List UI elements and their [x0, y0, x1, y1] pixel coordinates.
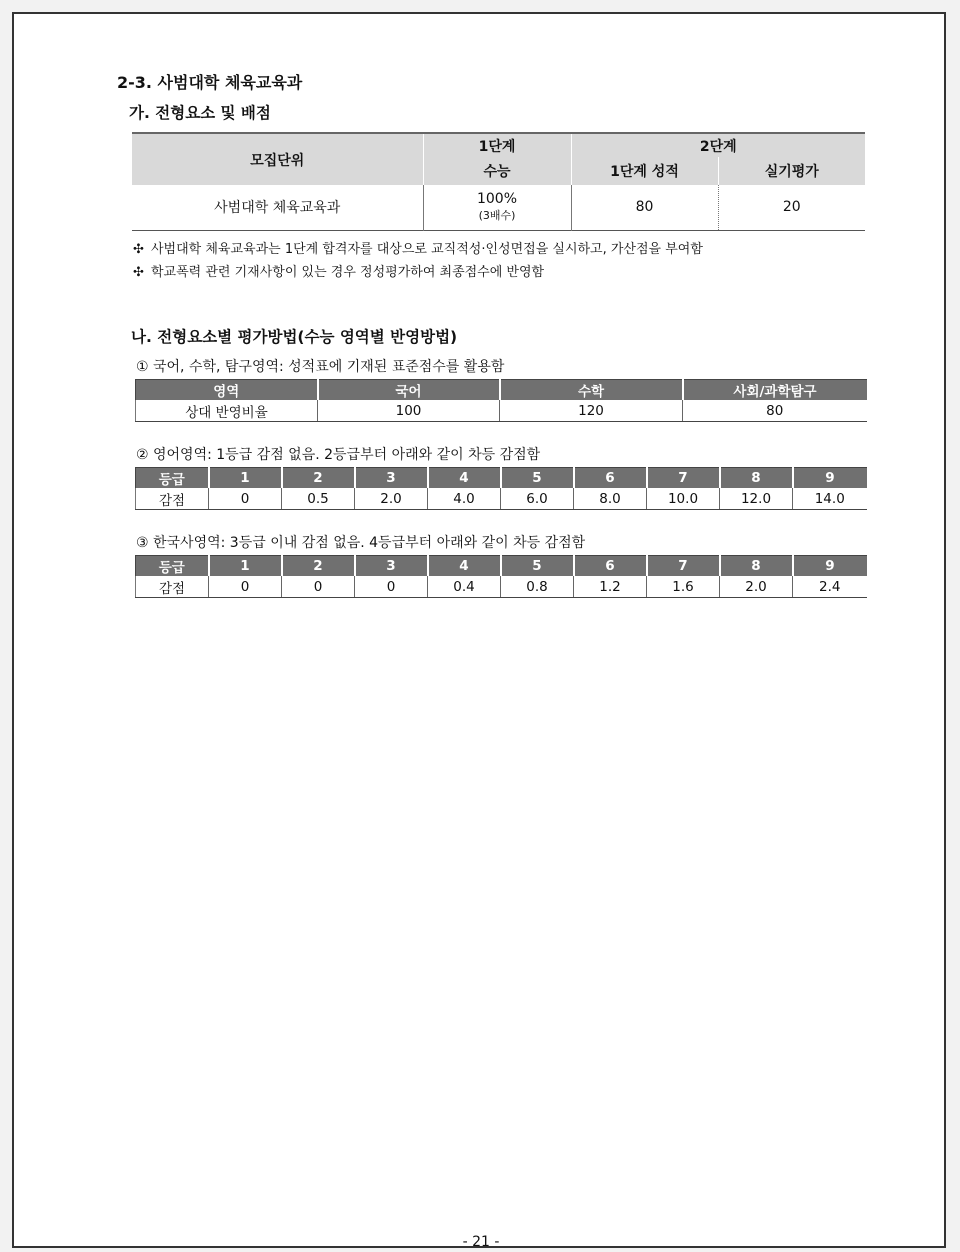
header-grade-7: 7 [647, 468, 720, 489]
document-page [12, 12, 946, 1248]
header-grade-9: 9 [793, 468, 867, 489]
cell-suneung-note: (3배수) [478, 209, 516, 223]
header-suneung: 수능 [423, 157, 571, 185]
cell-deduction: 0.5 [282, 488, 355, 510]
cell-korean: 100 [318, 400, 500, 422]
note-marker: ✣ [133, 242, 144, 257]
cell-deduction: 6.0 [501, 488, 574, 510]
header-grade-6: 6 [574, 556, 647, 577]
note-2-text: 학교폭력 관련 기재사항이 있는 경우 정성평가하여 최종점수에 반영함 [151, 265, 545, 280]
header-stage1: 1단계 [423, 133, 571, 157]
header-grade: 등급 [136, 556, 209, 577]
selection-score-table [132, 132, 865, 231]
header-grade-2: 2 [282, 556, 355, 577]
cell-deduction: 1.6 [647, 576, 720, 598]
reflection-ratio-table [135, 379, 867, 422]
cell-deduction: 0.8 [501, 576, 574, 598]
header-grade-1: 1 [209, 556, 282, 577]
cell-inquiry: 80 [683, 400, 867, 422]
cell-deduction: 1.2 [574, 576, 647, 598]
part2-title: ② 영어영역: 1등급 감점 없음. 2등급부터 아래와 같이 차등 감점함 [136, 447, 541, 463]
header-grade-5: 5 [501, 556, 574, 577]
korean-history-deduction-table [135, 555, 867, 598]
cell-deduction: 14.0 [793, 488, 867, 510]
row-label: 감점 [136, 576, 209, 598]
header-inquiry: 사회/과학탐구 [683, 380, 867, 401]
header-unit: 모집단위 [132, 133, 423, 185]
header-area: 영역 [136, 380, 318, 401]
header-stage2: 2단계 [571, 133, 865, 157]
cell-deduction: 8.0 [574, 488, 647, 510]
note-1-text: 사범대학 체육교육과는 1단계 합격자를 대상으로 교직적성·인성면접을 실시하고, 가산점을 부여함 [151, 242, 703, 257]
part3-title: ③ 한국사영역: 3등급 이내 감점 없음. 4등급부터 아래와 같이 차등 감점함 [136, 535, 586, 551]
header-grade-4: 4 [428, 556, 501, 577]
english-deduction-table [135, 467, 867, 510]
cell-unit: 사범대학 체육교육과 [214, 200, 341, 217]
cell-deduction: 2.0 [355, 488, 428, 510]
header-grade-7: 7 [647, 556, 720, 577]
note-2 [133, 261, 544, 280]
subsection-a-title: 가. 전형요소 및 배점 [129, 104, 271, 122]
header-math: 수학 [500, 380, 683, 401]
cell-stage1-score: 80 [571, 185, 718, 230]
header-grade-3: 3 [355, 468, 428, 489]
header-korean: 국어 [318, 380, 500, 401]
row-label: 상대 반영비율 [136, 400, 318, 422]
note-1 [133, 238, 703, 257]
header-grade-3: 3 [355, 556, 428, 577]
header-grade-1: 1 [209, 468, 282, 489]
cell-math: 120 [500, 400, 683, 422]
header-stage1-score: 1단계 성적 [571, 157, 718, 185]
page-number: - 21 - [462, 1234, 500, 1250]
cell-deduction: 2.0 [720, 576, 793, 598]
cell-deduction: 0 [209, 488, 282, 510]
cell-deduction: 4.0 [428, 488, 501, 510]
part1-title: ① 국어, 수학, 탐구영역: 성적표에 기재된 표준점수를 활용함 [136, 359, 505, 375]
header-grade-8: 8 [720, 556, 793, 577]
header-grade: 등급 [136, 468, 209, 489]
cell-deduction: 12.0 [720, 488, 793, 510]
row-label: 감점 [136, 488, 209, 510]
header-grade-8: 8 [720, 468, 793, 489]
cell-deduction: 0 [355, 576, 428, 598]
header-grade-9: 9 [793, 556, 867, 577]
cell-practical: 20 [718, 185, 865, 230]
cell-deduction: 0.4 [428, 576, 501, 598]
cell-suneung-value: 100% [476, 191, 518, 208]
cell-deduction: 2.4 [793, 576, 867, 598]
note-marker: ✣ [133, 265, 144, 280]
section-title: 2-3. 사범대학 체육교육과 [117, 73, 303, 92]
cell-deduction: 0 [282, 576, 355, 598]
header-practical: 실기평가 [718, 157, 865, 185]
header-grade-6: 6 [574, 468, 647, 489]
header-grade-4: 4 [428, 468, 501, 489]
header-grade-2: 2 [282, 468, 355, 489]
cell-suneung [423, 185, 571, 230]
cell-deduction: 0 [209, 576, 282, 598]
subsection-b-title: 나. 전형요소별 평가방법(수능 영역별 반영방법) [131, 328, 458, 346]
header-grade-5: 5 [501, 468, 574, 489]
cell-deduction: 10.0 [647, 488, 720, 510]
